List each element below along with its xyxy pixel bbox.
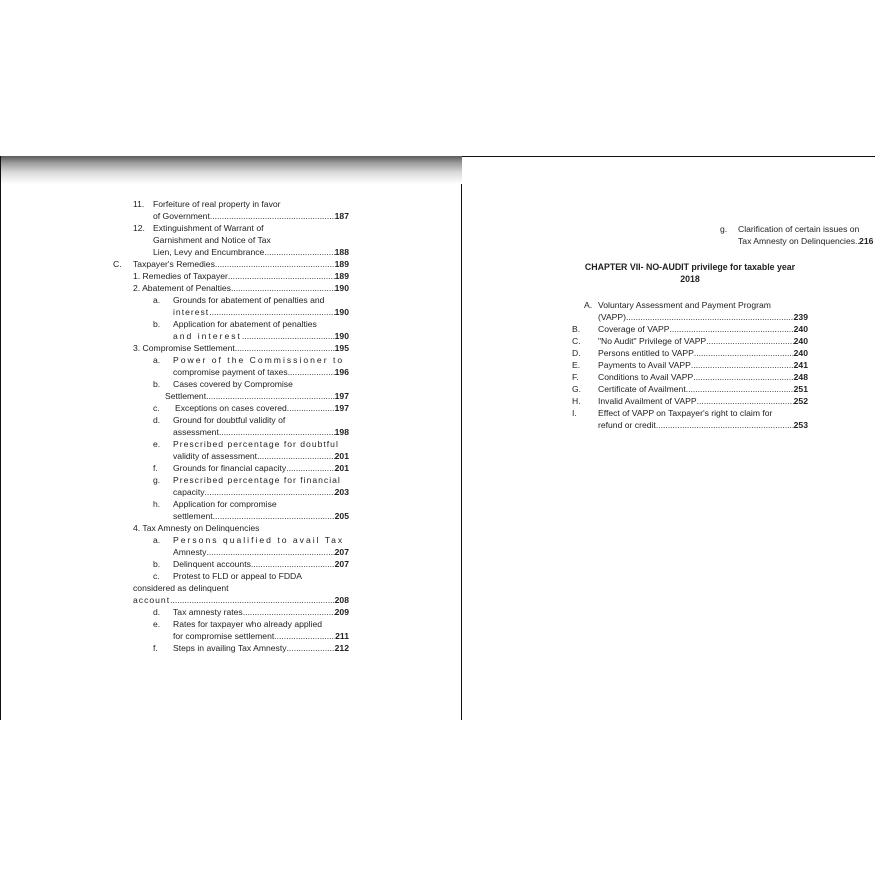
- toc-text: Coverage of VAPP: [598, 324, 670, 334]
- toc-text: Exceptions on cases covered: [175, 403, 287, 413]
- dot-leader: [206, 546, 334, 558]
- dot-leader: [205, 486, 335, 498]
- toc-marker: b.: [153, 319, 161, 329]
- toc-line: [113, 546, 349, 558]
- dot-leader: [209, 306, 334, 318]
- chapter-heading: [572, 261, 808, 285]
- toc-text: considered as delinquent: [133, 583, 229, 593]
- toc-marker: c.: [153, 571, 160, 581]
- toc-entry: [113, 270, 349, 282]
- toc-text: Voluntary Assessment and Payment Program: [598, 300, 771, 310]
- toc-line: [572, 395, 808, 407]
- toc-line: [113, 390, 349, 402]
- toc-line: [572, 347, 808, 359]
- toc-marker: b.: [153, 379, 161, 389]
- toc-text: Steps in availing Tax Amnesty: [173, 643, 287, 653]
- toc-marker: C.: [113, 259, 122, 269]
- page-number: 189: [334, 271, 349, 281]
- toc-line: [113, 210, 349, 222]
- toc-line: [113, 282, 349, 294]
- dot-leader: [670, 323, 794, 335]
- toc-entry: [113, 438, 349, 462]
- toc-entry: [113, 474, 349, 498]
- toc-text: settlement: [173, 511, 213, 521]
- toc-line: [572, 419, 808, 431]
- right-entries: [572, 299, 808, 431]
- dot-leader: [264, 246, 334, 258]
- page-number: 190: [334, 283, 349, 293]
- toc-line: [113, 414, 349, 426]
- dot-leader: [213, 510, 335, 522]
- dot-leader: [242, 330, 335, 342]
- toc-line: [572, 223, 860, 235]
- toc-line: [113, 510, 349, 522]
- toc-text: Delinquent accounts: [173, 559, 251, 569]
- toc-entry: [572, 395, 808, 407]
- toc-marker: A.: [584, 300, 593, 310]
- dot-leader: [235, 342, 335, 354]
- toc-marker: g.: [153, 475, 161, 485]
- toc-line: [113, 618, 349, 630]
- toc-text: Conditions to Avail VAPP: [598, 372, 694, 382]
- page-number: 190: [334, 331, 349, 341]
- toc-line: [113, 438, 349, 450]
- toc-entry: [572, 371, 808, 383]
- toc-marker: e.: [153, 619, 161, 629]
- toc-marker: a.: [153, 295, 161, 305]
- toc-text: refund or credit: [598, 420, 656, 430]
- left-page: [0, 156, 462, 720]
- toc-text: Certificate of Availment: [598, 384, 686, 394]
- toc-entry: [113, 378, 349, 402]
- page-number: 207: [334, 559, 349, 569]
- page-number: 240: [793, 348, 808, 358]
- toc-line: [113, 558, 349, 570]
- dot-leader: [243, 606, 335, 618]
- toc-text: validity of assessment: [173, 451, 258, 461]
- toc-text: Amnesty: [173, 547, 207, 557]
- toc-entry: [572, 323, 808, 335]
- toc-line: [572, 299, 808, 311]
- toc-line: [572, 383, 808, 395]
- toc-marker: G.: [572, 384, 582, 394]
- page-number: 207: [334, 547, 349, 557]
- book-spread: [0, 156, 875, 720]
- toc-entry: [572, 335, 808, 347]
- toc-line: [113, 246, 349, 258]
- page-number: 240: [793, 336, 808, 346]
- toc-line: [113, 234, 349, 246]
- dot-leader: [251, 558, 335, 570]
- toc-text: 1. Remedies of Taxpayer: [133, 271, 228, 281]
- page-number: 252: [793, 396, 808, 406]
- toc-entry: [572, 407, 808, 431]
- toc-line: [113, 462, 349, 474]
- toc-entry: [113, 606, 349, 618]
- dot-leader: [228, 270, 335, 282]
- chapter-title-line2: 2018: [680, 274, 700, 284]
- toc-text: assessment: [173, 427, 219, 437]
- toc-line: [113, 474, 349, 486]
- toc-marker: 11.: [133, 199, 145, 209]
- toc-line: [572, 235, 874, 247]
- page-number: 188: [334, 247, 349, 257]
- toc-text: account: [133, 595, 171, 605]
- dot-leader: [686, 383, 794, 395]
- dot-leader: [170, 594, 335, 606]
- toc-line: [113, 354, 349, 366]
- toc-line: [113, 402, 349, 414]
- page-number: 189: [334, 259, 349, 269]
- toc-text: capacity: [173, 487, 205, 497]
- toc-line: [113, 270, 349, 282]
- toc-marker: a.: [153, 535, 161, 545]
- toc-line: [113, 426, 349, 438]
- toc-text: Cases covered by Compromise: [173, 379, 293, 389]
- toc-marker: C.: [572, 336, 581, 346]
- toc-line: [113, 378, 349, 390]
- toc-marker: d.: [153, 607, 161, 617]
- toc-entry: [113, 414, 349, 438]
- page-number: 205: [334, 511, 349, 521]
- toc-line: [572, 407, 808, 419]
- page-number: 248: [793, 372, 808, 382]
- page-number: 253: [793, 420, 808, 430]
- toc-text: Effect of VAPP on Taxpayer's right to claim for: [598, 408, 773, 418]
- toc-text: Ground for doubtful validity of: [173, 415, 286, 425]
- toc-line: [113, 306, 349, 318]
- toc-text: Forfeiture of real property in favor: [153, 199, 281, 209]
- page-number: 209: [334, 607, 349, 617]
- toc-line: [113, 582, 349, 594]
- dot-leader: [257, 450, 335, 462]
- toc-text: Tax amnesty rates: [173, 607, 243, 617]
- toc-line: [113, 642, 349, 654]
- toc-entry: [572, 383, 808, 395]
- toc-entry: [572, 359, 808, 371]
- dot-leader: [287, 642, 335, 654]
- toc-entry: [113, 534, 349, 558]
- dot-leader: [215, 258, 335, 270]
- page-number: 198: [334, 427, 349, 437]
- toc-marker: I.: [572, 408, 577, 418]
- toc-text: Payments to Avail VAPP: [598, 360, 691, 370]
- page-number: 197: [334, 391, 349, 401]
- page-number: 190: [334, 307, 349, 317]
- toc-marker: f.: [153, 643, 158, 653]
- toc-entry: [113, 354, 349, 378]
- toc-entry: [113, 258, 349, 270]
- toc-entry: [113, 498, 349, 522]
- toc-entry: [572, 299, 808, 323]
- toc-marker: B.: [572, 324, 581, 334]
- toc-entry: [113, 282, 349, 294]
- toc-marker: h.: [153, 499, 161, 509]
- toc-text: "No Audit" Privilege of VAPP: [598, 336, 707, 346]
- toc-text: Clarification of certain issues on: [738, 224, 860, 234]
- toc-line: [113, 222, 349, 234]
- toc-text: Application for abatement of penalties: [173, 319, 317, 329]
- toc-line: [113, 606, 349, 618]
- page-number: 240: [793, 324, 808, 334]
- toc-entry: [113, 462, 349, 474]
- page-shadow: [1, 156, 463, 184]
- page-number: 208: [334, 595, 349, 605]
- toc-text: interest: [173, 307, 210, 317]
- toc-line: [572, 323, 808, 335]
- toc-text: 4. Tax Amnesty on Delinquencies: [133, 523, 260, 533]
- dot-leader: [288, 366, 335, 378]
- toc-line: [113, 486, 349, 498]
- toc-entry: [113, 294, 349, 318]
- toc-text: Prescribed percentage for doubtful: [173, 439, 339, 449]
- toc-text: Lien, Levy and Encumbrance: [153, 247, 265, 257]
- toc-text: Tax Amnesty on Delinquencies: [738, 236, 856, 246]
- toc-entry: [113, 198, 349, 222]
- toc-entry: [113, 618, 349, 642]
- toc-entry: [572, 347, 808, 359]
- toc-text: 3. Compromise Settlement: [133, 343, 235, 353]
- page-number: 251: [793, 384, 808, 394]
- toc-line: [113, 498, 349, 510]
- toc-entry: [113, 222, 349, 258]
- toc-text: Persons qualified to avail Tax: [173, 535, 345, 545]
- toc-text: (VAPP): [598, 312, 627, 322]
- right-top-entries: [572, 223, 874, 247]
- toc-marker: g.: [720, 224, 728, 234]
- toc-marker: 12.: [133, 223, 145, 233]
- toc-entry: [113, 642, 349, 654]
- dot-leader: [274, 630, 335, 642]
- toc-line: [113, 294, 349, 306]
- toc-text: Power of the Commissioner to: [173, 355, 345, 365]
- toc-entry: [113, 402, 349, 414]
- toc-entry: [113, 570, 349, 606]
- page-number: 211: [335, 631, 349, 641]
- chapter-title-line1: CHAPTER VII- NO-AUDIT privilege for taxable year: [584, 262, 796, 272]
- toc-line: [113, 258, 349, 270]
- toc-text: Extinguishment of Warrant of: [153, 223, 264, 233]
- dot-leader: [210, 210, 335, 222]
- dot-leader: [693, 371, 793, 383]
- dot-leader: [656, 419, 794, 431]
- toc-text: Taxpayer's Remedies: [133, 259, 215, 269]
- dot-leader: [206, 390, 335, 402]
- toc-marker: c.: [153, 403, 160, 413]
- toc-marker: f.: [153, 463, 158, 473]
- dot-leader: [626, 311, 794, 323]
- right-page: [462, 156, 875, 720]
- toc-text: and interest: [173, 331, 242, 341]
- page-number: 197: [334, 403, 349, 413]
- toc-line: [113, 342, 349, 354]
- dot-leader: [219, 426, 335, 438]
- page-number: 212: [334, 643, 349, 653]
- dot-leader: [287, 402, 335, 414]
- toc-line: [113, 318, 349, 330]
- toc-text: Protest to FLD or appeal to FDDA: [173, 571, 302, 581]
- toc-entry: [113, 342, 349, 354]
- toc-line: [572, 359, 808, 371]
- page-number: 187: [334, 211, 349, 221]
- toc-line: [113, 450, 349, 462]
- toc-text: Garnishment and Notice of Tax: [153, 235, 271, 245]
- toc-entry: [572, 223, 874, 247]
- toc-entry: [113, 522, 349, 534]
- toc-marker: E.: [572, 360, 581, 370]
- toc-text: compromise payment of taxes: [173, 367, 288, 377]
- toc-line: [113, 534, 349, 546]
- toc-text: Grounds for abatement of penalties and: [173, 295, 325, 305]
- toc-text: Invalid Availment of VAPP: [598, 396, 697, 406]
- toc-line: [113, 570, 349, 582]
- toc-line: [113, 366, 349, 378]
- toc-text: Rates for taxpayer who already applied: [173, 619, 323, 629]
- toc-text: Settlement: [165, 391, 207, 401]
- dot-leader: [706, 335, 793, 347]
- page-number: 201: [334, 463, 349, 473]
- toc-line: [572, 335, 808, 347]
- dot-leader: [286, 462, 334, 474]
- right-table-of-contents: [572, 223, 874, 431]
- page-number: 241: [793, 360, 808, 370]
- toc-line: [113, 198, 349, 210]
- toc-marker: b.: [153, 559, 161, 569]
- toc-line: [113, 630, 349, 642]
- toc-text: 2. Abatement of Penalties: [133, 283, 231, 293]
- page-number: 195: [334, 343, 349, 353]
- page-number: 201: [334, 451, 349, 461]
- dot-leader: [694, 347, 794, 359]
- dot-leader: [697, 395, 794, 407]
- toc-entry: [113, 558, 349, 570]
- toc-entry: [113, 318, 349, 342]
- toc-marker: d.: [153, 415, 161, 425]
- toc-marker: a.: [153, 355, 161, 365]
- page-number: 239: [793, 312, 808, 322]
- toc-line: [572, 311, 808, 323]
- toc-text: for compromise settlement: [173, 631, 275, 641]
- page-number: 216: [859, 236, 874, 246]
- toc-text: Prescribed percentage for financial: [173, 475, 341, 485]
- toc-marker: D.: [572, 348, 581, 358]
- toc-line: [113, 522, 349, 534]
- toc-line: [572, 371, 808, 383]
- page-number: 203: [334, 487, 349, 497]
- dot-leader: [691, 359, 794, 371]
- page-number: 196: [334, 367, 349, 377]
- toc-text: of Government: [153, 211, 210, 221]
- toc-text: Application for compromise: [173, 499, 277, 509]
- dot-leader: [231, 282, 335, 294]
- toc-line: [113, 594, 349, 606]
- toc-marker: F.: [572, 372, 579, 382]
- toc-marker: H.: [572, 396, 581, 406]
- toc-line: [113, 330, 349, 342]
- left-table-of-contents: [113, 198, 349, 654]
- toc-text: Persons entitled to VAPP: [598, 348, 694, 358]
- toc-text: Grounds for financial capacity: [173, 463, 287, 473]
- toc-marker: e.: [153, 439, 161, 449]
